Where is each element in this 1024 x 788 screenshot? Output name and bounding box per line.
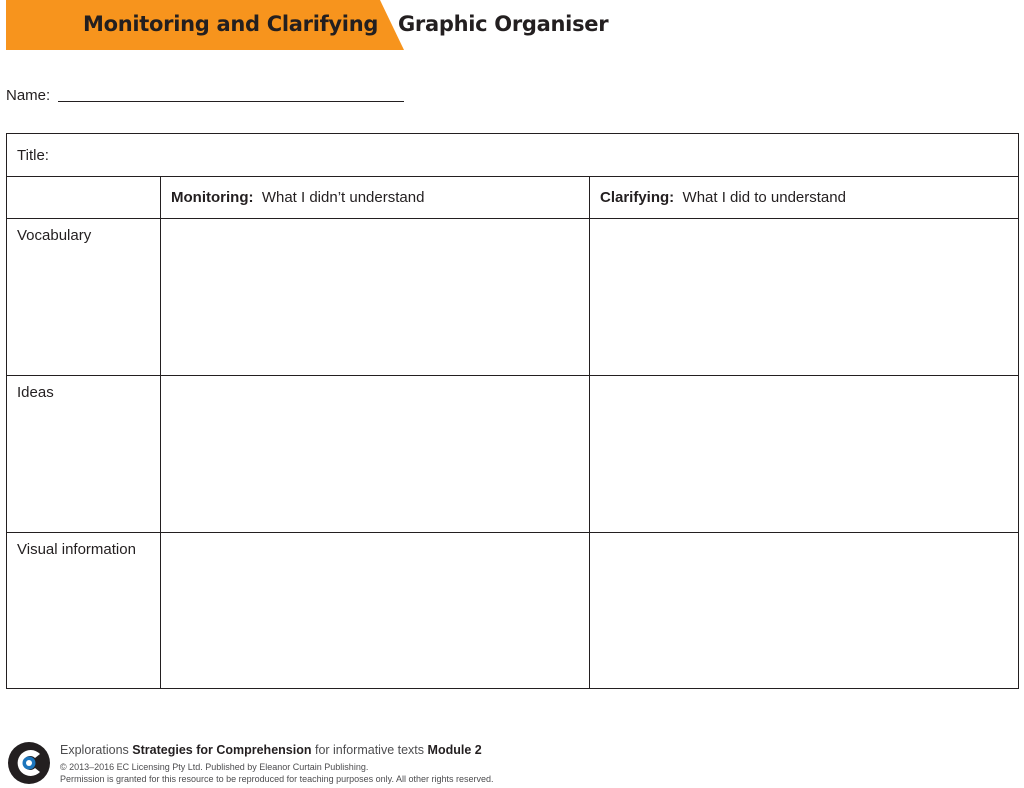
row-label-ideas: Ideas — [17, 384, 54, 401]
footer-series-prefix: Explorations — [60, 743, 129, 757]
footer-series-middle: for informative texts — [314, 743, 425, 757]
column-header-clarifying-text: What I did to understand — [682, 189, 846, 206]
row-label-vocabulary: Vocabulary — [17, 227, 92, 244]
ec-logo-icon — [6, 740, 52, 786]
footer-series-name: Strategies for Comprehension — [132, 743, 312, 757]
visual-monitoring-cell[interactable] — [161, 533, 589, 689]
name-input-line[interactable] — [58, 101, 404, 102]
column-header-clarifying — [600, 189, 846, 206]
footer-module: Module 2 — [427, 743, 482, 757]
visual-clarifying-cell[interactable] — [590, 533, 1019, 689]
vocabulary-clarifying-cell[interactable] — [590, 219, 1019, 375]
column-header-clarifying-bold: Clarifying: — [600, 189, 675, 206]
footer-permission: Permission is granted for this resource to be reproduced for teaching purposes only. All other rights reserved. — [60, 774, 494, 784]
title-cell[interactable] — [17, 147, 49, 164]
column-header-monitoring-bold: Monitoring: — [171, 189, 254, 206]
graphic-organiser-table — [6, 133, 1019, 689]
vocabulary-monitoring-cell[interactable] — [161, 219, 589, 375]
row-divider — [7, 176, 1018, 177]
page-title: Graphic Organiser — [398, 12, 609, 36]
banner-title: Monitoring and Clarifying — [83, 12, 379, 36]
column-header-monitoring-text: What I didn’t understand — [261, 189, 425, 206]
title-label: Title: — [17, 147, 49, 164]
footer-copyright: © 2013–2016 EC Licensing Pty Ltd. Published by Eleanor Curtain Publishing. — [60, 762, 369, 772]
footer-series — [60, 743, 482, 757]
name-label: Name: — [6, 87, 51, 104]
column-header-monitoring — [171, 189, 424, 206]
row-label-visual-information: Visual information — [17, 541, 136, 558]
ideas-clarifying-cell[interactable] — [590, 376, 1019, 532]
ideas-monitoring-cell[interactable] — [161, 376, 589, 532]
